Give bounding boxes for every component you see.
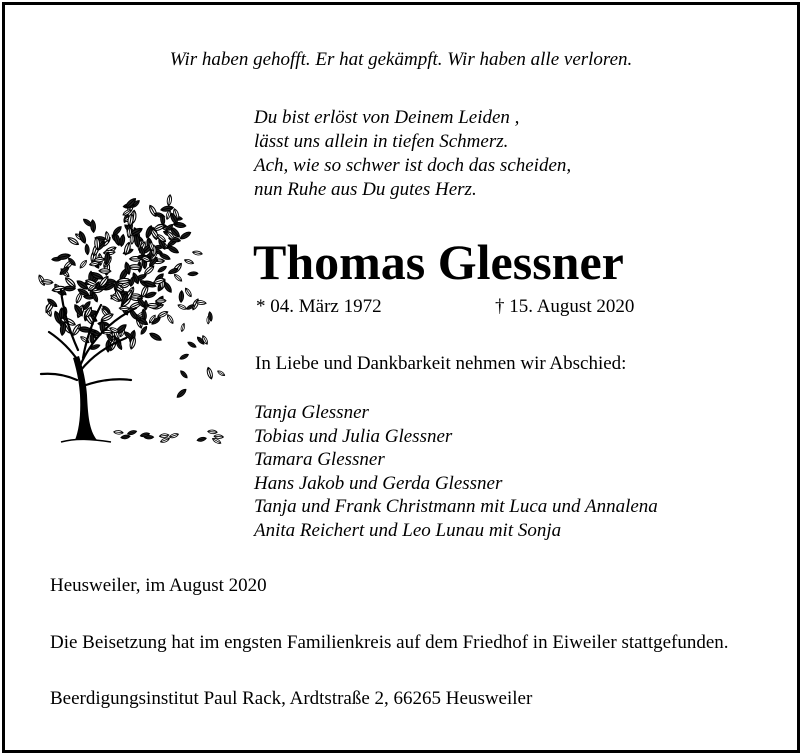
leaf-shape <box>187 341 197 349</box>
farewell-line: In Liebe und Dankbarkeit nehmen wir Abschied: <box>255 353 627 374</box>
leaf-shape <box>127 430 137 436</box>
poem-line: Ach, wie so schwer ist doch das scheiden, <box>254 155 572 176</box>
leaf-shape <box>119 306 130 311</box>
leaf-shape <box>217 370 226 377</box>
mourner: Tanja Glessner <box>254 402 369 423</box>
leaf-shape <box>166 314 175 325</box>
leaf-shape <box>113 430 123 435</box>
leaf-shape <box>123 242 131 256</box>
leaf-shape <box>179 353 189 361</box>
leaf-shape <box>166 244 179 254</box>
leaf-shape <box>90 220 96 233</box>
leaf-shape <box>160 205 173 212</box>
leaf-shape <box>184 258 194 265</box>
leaf-shape <box>177 303 187 310</box>
leaf-shape <box>155 299 166 303</box>
leaf-shape <box>192 250 202 256</box>
mourners-list <box>254 401 658 542</box>
mourner: Anita Reichert und Leo Lunau mit Sonja <box>254 519 562 541</box>
tree-ground <box>61 439 111 442</box>
deceased-name: Thomas Glessner <box>253 234 624 290</box>
leaf-shape <box>85 244 90 255</box>
leaf-shape <box>159 433 169 438</box>
leaf-shape <box>179 291 184 303</box>
leaf-shape <box>149 331 163 342</box>
leaf-shape <box>169 432 179 438</box>
birth-date: * 04. März 1972 <box>256 296 382 317</box>
poem-line: nun Ruhe aus Du gutes Herz. <box>254 179 477 200</box>
leaf-shape <box>180 323 185 332</box>
tree-leaves <box>37 194 225 444</box>
leaf-shape <box>120 434 130 439</box>
leaf-shape <box>179 370 188 380</box>
leaf-shape <box>207 430 217 434</box>
mourner: Hans Jakob und Gerda Glessner <box>254 472 503 494</box>
mourner: Tobias und Julia Glessner <box>254 425 453 447</box>
mourner: Tamara Glessner <box>254 449 385 470</box>
leaf-shape <box>167 194 173 206</box>
leaf-shape <box>160 437 170 444</box>
leaf-shape <box>206 367 214 380</box>
leaf-shape <box>179 230 192 240</box>
windblown-tree-icon <box>31 190 231 450</box>
obituary-notice <box>2 2 800 753</box>
motto: Wir haben gehofft. Er hat gekämpft. Wir haben alle verloren. <box>169 49 633 70</box>
poem-line: lässt uns allein in tiefen Schmerz. <box>254 131 509 152</box>
mourner: Tanja und Frank Christmann mit Luca und Annalena <box>254 496 658 517</box>
death-date: † 15. August 2020 <box>495 296 635 317</box>
tree-trunk <box>73 356 97 440</box>
leaf-shape <box>184 287 193 298</box>
leaf-shape <box>79 259 88 269</box>
leaf-shape <box>168 267 179 275</box>
leaf-shape <box>157 310 169 319</box>
burial-note: Die Beisetzung hat im engsten Familienkreis auf dem Friedhof in Eiweiler stattgefunden. <box>50 632 729 653</box>
leaf-shape <box>176 388 188 399</box>
leaf-shape <box>197 436 207 442</box>
place-date: Heusweiler, im August 2020 <box>50 575 267 596</box>
leaf-shape <box>188 271 198 276</box>
undertaker: Beerdigungsinstitut Paul Rack, Ardtstraße 2, 66265 Heusweiler <box>50 688 533 709</box>
leaf-shape <box>99 269 111 274</box>
poem <box>254 106 571 202</box>
leaf-shape <box>157 265 167 273</box>
leaf-shape <box>173 273 183 282</box>
poem-line: Du bist erlöst von Deinem Leiden , <box>254 107 520 128</box>
